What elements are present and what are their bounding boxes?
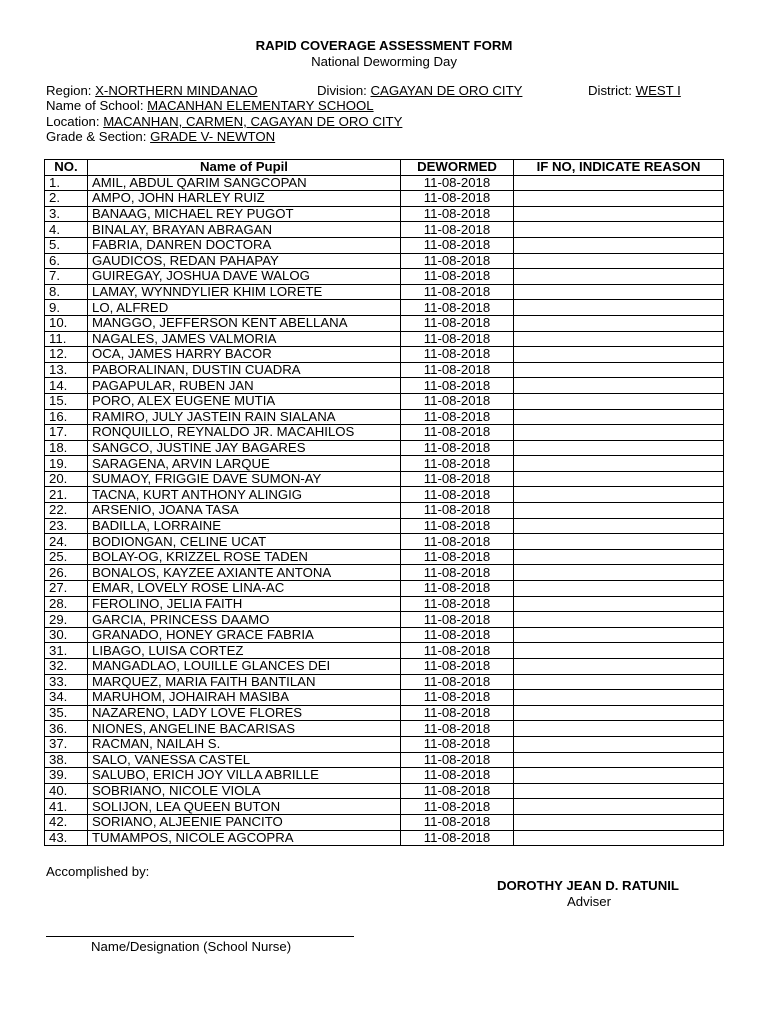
reason-cell bbox=[514, 518, 724, 534]
dewormed-date: 11-08-2018 bbox=[401, 269, 514, 285]
row-number: 37. bbox=[45, 736, 88, 752]
reason-cell bbox=[514, 347, 724, 363]
adviser-title: Adviser bbox=[567, 894, 611, 909]
reason-cell bbox=[514, 331, 724, 347]
table-row bbox=[45, 269, 724, 285]
reason-cell bbox=[514, 814, 724, 830]
pupil-name: BODIONGAN, CELINE UCAT bbox=[88, 534, 401, 550]
table-row bbox=[45, 409, 724, 425]
reason-cell bbox=[514, 612, 724, 628]
pupil-name: TACNA, KURT ANTHONY ALINGIG bbox=[88, 487, 401, 503]
reason-cell bbox=[514, 284, 724, 300]
region-value: X-NORTHERN MINDANAO bbox=[95, 83, 258, 98]
pupil-name: GAUDICOS, REDAN PAHAPAY bbox=[88, 253, 401, 269]
reason-cell bbox=[514, 783, 724, 799]
table-row bbox=[45, 799, 724, 815]
reason-cell bbox=[514, 253, 724, 269]
pupil-name: FEROLINO, JELIA FAITH bbox=[88, 596, 401, 612]
row-number: 16. bbox=[45, 409, 88, 425]
row-number: 21. bbox=[45, 487, 88, 503]
pupil-name: MANGGO, JEFFERSON KENT ABELLANA bbox=[88, 315, 401, 331]
reason-cell bbox=[514, 191, 724, 207]
reason-cell bbox=[514, 643, 724, 659]
table-row bbox=[45, 362, 724, 378]
reason-cell bbox=[514, 300, 724, 316]
dewormed-date: 11-08-2018 bbox=[401, 206, 514, 222]
pupil-name: MARUHOM, JOHAIRAH MASIBA bbox=[88, 690, 401, 706]
district-value: WEST I bbox=[635, 83, 681, 98]
row-number: 17. bbox=[45, 425, 88, 441]
table-body bbox=[45, 175, 724, 846]
dewormed-date: 11-08-2018 bbox=[401, 409, 514, 425]
pupil-name: NAZARENO, LADY LOVE FLORES bbox=[88, 705, 401, 721]
row-number: 35. bbox=[45, 705, 88, 721]
accomplished-by-label: Accomplished by: bbox=[46, 864, 150, 879]
pupil-name: GRANADO, HONEY GRACE FABRIA bbox=[88, 627, 401, 643]
row-number: 3. bbox=[45, 206, 88, 222]
row-number: 25. bbox=[45, 549, 88, 565]
table-row bbox=[45, 643, 724, 659]
row-number: 32. bbox=[45, 659, 88, 675]
header-reason: IF NO, INDICATE REASON bbox=[514, 160, 724, 176]
row-number: 41. bbox=[45, 799, 88, 815]
dewormed-date: 11-08-2018 bbox=[401, 799, 514, 815]
row-number: 34. bbox=[45, 690, 88, 706]
pupil-name: OCA, JAMES HARRY BACOR bbox=[88, 347, 401, 363]
dewormed-date: 11-08-2018 bbox=[401, 237, 514, 253]
reason-cell bbox=[514, 409, 724, 425]
pupil-name: BADILLA, LORRAINE bbox=[88, 518, 401, 534]
pupil-name: PORO, ALEX EUGENE MUTIA bbox=[88, 393, 401, 409]
table-row bbox=[45, 393, 724, 409]
row-number: 43. bbox=[45, 830, 88, 846]
dewormed-date: 11-08-2018 bbox=[401, 284, 514, 300]
row-number: 11. bbox=[45, 331, 88, 347]
dewormed-date: 11-08-2018 bbox=[401, 175, 514, 191]
school-value: MACANHAN ELEMENTARY SCHOOL bbox=[147, 98, 374, 113]
dewormed-date: 11-08-2018 bbox=[401, 690, 514, 706]
dewormed-date: 11-08-2018 bbox=[401, 503, 514, 519]
dewormed-date: 11-08-2018 bbox=[401, 736, 514, 752]
reason-cell bbox=[514, 768, 724, 784]
table-row bbox=[45, 456, 724, 472]
row-number: 39. bbox=[45, 768, 88, 784]
table-row bbox=[45, 347, 724, 363]
pupil-name: BOLAY-OG, KRIZZEL ROSE TADEN bbox=[88, 549, 401, 565]
dewormed-date: 11-08-2018 bbox=[401, 440, 514, 456]
header-no: NO. bbox=[45, 160, 88, 176]
pupil-name: BINALAY, BRAYAN ABRAGAN bbox=[88, 222, 401, 238]
row-number: 19. bbox=[45, 456, 88, 472]
reason-cell bbox=[514, 206, 724, 222]
reason-cell bbox=[514, 799, 724, 815]
dewormed-date: 11-08-2018 bbox=[401, 471, 514, 487]
pupil-name: BANAAG, MICHAEL REY PUGOT bbox=[88, 206, 401, 222]
school-field bbox=[46, 98, 374, 113]
table-row bbox=[45, 175, 724, 191]
dewormed-date: 11-08-2018 bbox=[401, 643, 514, 659]
row-number: 13. bbox=[45, 362, 88, 378]
pupil-name: LAMAY, WYNNDYLIER KHIM LORETE bbox=[88, 284, 401, 300]
reason-cell bbox=[514, 440, 724, 456]
dewormed-date: 11-08-2018 bbox=[401, 565, 514, 581]
pupil-name: BONALOS, KAYZEE AXIANTE ANTONA bbox=[88, 565, 401, 581]
reason-cell bbox=[514, 269, 724, 285]
location-field bbox=[46, 114, 402, 129]
grade-value: GRADE V- NEWTON bbox=[150, 129, 276, 144]
dewormed-date: 11-08-2018 bbox=[401, 768, 514, 784]
reason-cell bbox=[514, 487, 724, 503]
pupil-name: LIBAGO, LUISA CORTEZ bbox=[88, 643, 401, 659]
row-number: 30. bbox=[45, 627, 88, 643]
row-number: 20. bbox=[45, 471, 88, 487]
table-row bbox=[45, 705, 724, 721]
pupil-name: SARAGENA, ARVIN LARQUE bbox=[88, 456, 401, 472]
pupil-name: ARSENIO, JOANA TASA bbox=[88, 503, 401, 519]
reason-cell bbox=[514, 705, 724, 721]
row-number: 29. bbox=[45, 612, 88, 628]
pupil-name: MANGADLAO, LOUILLE GLANCES DEI bbox=[88, 659, 401, 675]
table-row bbox=[45, 659, 724, 675]
pupil-name: GUIREGAY, JOSHUA DAVE WALOG bbox=[88, 269, 401, 285]
table-row bbox=[45, 440, 724, 456]
row-number: 23. bbox=[45, 518, 88, 534]
reason-cell bbox=[514, 659, 724, 675]
pupil-name: RONQUILLO, REYNALDO JR. MACAHILOS bbox=[88, 425, 401, 441]
row-number: 4. bbox=[45, 222, 88, 238]
location-value: MACANHAN, CARMEN, CAGAYAN DE ORO CITY bbox=[103, 114, 403, 129]
dewormed-date: 11-08-2018 bbox=[401, 783, 514, 799]
table-row bbox=[45, 581, 724, 597]
table-row bbox=[45, 471, 724, 487]
form-title: RAPID COVERAGE ASSESSMENT FORM bbox=[255, 38, 513, 53]
dewormed-date: 11-08-2018 bbox=[401, 362, 514, 378]
district-field bbox=[588, 83, 681, 98]
reason-cell bbox=[514, 425, 724, 441]
dewormed-date: 11-08-2018 bbox=[401, 534, 514, 550]
dewormed-date: 11-08-2018 bbox=[401, 830, 514, 846]
dewormed-date: 11-08-2018 bbox=[401, 425, 514, 441]
row-number: 9. bbox=[45, 300, 88, 316]
reason-cell bbox=[514, 721, 724, 737]
pupil-name: SOBRIANO, NICOLE VIOLA bbox=[88, 783, 401, 799]
pupil-name: SOLIJON, LEA QUEEN BUTON bbox=[88, 799, 401, 815]
reason-cell bbox=[514, 627, 724, 643]
pupil-name: SALUBO, ERICH JOY VILLA ABRILLE bbox=[88, 768, 401, 784]
row-number: 15. bbox=[45, 393, 88, 409]
dewormed-date: 11-08-2018 bbox=[401, 596, 514, 612]
pupil-name: SANGCO, JUSTINE JAY BAGARES bbox=[88, 440, 401, 456]
pupil-name: AMIL, ABDUL QARIM SANGCOPAN bbox=[88, 175, 401, 191]
pupil-name: TUMAMPOS, NICOLE AGCOPRA bbox=[88, 830, 401, 846]
district-label: District: bbox=[588, 83, 636, 98]
table-row bbox=[45, 690, 724, 706]
dewormed-date: 11-08-2018 bbox=[401, 581, 514, 597]
header-dewormed: DEWORMED bbox=[401, 160, 514, 176]
table-row bbox=[45, 378, 724, 394]
row-number: 38. bbox=[45, 752, 88, 768]
pupil-name: SALO, VANESSA CASTEL bbox=[88, 752, 401, 768]
dewormed-date: 11-08-2018 bbox=[401, 674, 514, 690]
dewormed-date: 11-08-2018 bbox=[401, 549, 514, 565]
reason-cell bbox=[514, 674, 724, 690]
row-number: 26. bbox=[45, 565, 88, 581]
reason-cell bbox=[514, 830, 724, 846]
row-number: 6. bbox=[45, 253, 88, 269]
dewormed-date: 11-08-2018 bbox=[401, 487, 514, 503]
reason-cell bbox=[514, 393, 724, 409]
table-row bbox=[45, 206, 724, 222]
pupil-name: AMPO, JOHN HARLEY RUIZ bbox=[88, 191, 401, 207]
nurse-signature-caption: Name/Designation (School Nurse) bbox=[91, 939, 292, 954]
table-row bbox=[45, 284, 724, 300]
dewormed-date: 11-08-2018 bbox=[401, 627, 514, 643]
dewormed-date: 11-08-2018 bbox=[401, 253, 514, 269]
reason-cell bbox=[514, 736, 724, 752]
row-number: 22. bbox=[45, 503, 88, 519]
pupil-name: LO, ALFRED bbox=[88, 300, 401, 316]
table-row bbox=[45, 425, 724, 441]
header-name: Name of Pupil bbox=[88, 160, 401, 176]
dewormed-date: 11-08-2018 bbox=[401, 752, 514, 768]
reason-cell bbox=[514, 690, 724, 706]
row-number: 18. bbox=[45, 440, 88, 456]
reason-cell bbox=[514, 237, 724, 253]
row-number: 31. bbox=[45, 643, 88, 659]
table-row bbox=[45, 814, 724, 830]
row-number: 10. bbox=[45, 315, 88, 331]
division-label: Division: bbox=[317, 83, 371, 98]
table-row bbox=[45, 596, 724, 612]
division-field bbox=[317, 83, 522, 98]
row-number: 24. bbox=[45, 534, 88, 550]
row-number: 5. bbox=[45, 237, 88, 253]
reason-cell bbox=[514, 222, 724, 238]
dewormed-date: 11-08-2018 bbox=[401, 705, 514, 721]
row-number: 28. bbox=[45, 596, 88, 612]
table-row bbox=[45, 830, 724, 846]
row-number: 8. bbox=[45, 284, 88, 300]
dewormed-date: 11-08-2018 bbox=[401, 612, 514, 628]
pupil-table bbox=[44, 159, 724, 846]
reason-cell bbox=[514, 534, 724, 550]
table-row bbox=[45, 487, 724, 503]
region-field bbox=[46, 83, 258, 98]
row-number: 33. bbox=[45, 674, 88, 690]
row-number: 2. bbox=[45, 191, 88, 207]
row-number: 14. bbox=[45, 378, 88, 394]
dewormed-date: 11-08-2018 bbox=[401, 300, 514, 316]
pupil-name: NIONES, ANGELINE BACARISAS bbox=[88, 721, 401, 737]
table-row bbox=[45, 549, 724, 565]
table-row bbox=[45, 752, 724, 768]
table-row bbox=[45, 315, 724, 331]
table-header-row bbox=[45, 160, 724, 176]
pupil-name: GARCIA, PRINCESS DAAMO bbox=[88, 612, 401, 628]
reason-cell bbox=[514, 503, 724, 519]
row-number: 36. bbox=[45, 721, 88, 737]
table-row bbox=[45, 518, 724, 534]
dewormed-date: 11-08-2018 bbox=[401, 456, 514, 472]
row-number: 42. bbox=[45, 814, 88, 830]
dewormed-date: 11-08-2018 bbox=[401, 721, 514, 737]
division-value: CAGAYAN DE ORO CITY bbox=[370, 83, 523, 98]
reason-cell bbox=[514, 378, 724, 394]
adviser-name: DOROTHY JEAN D. RATUNIL bbox=[497, 878, 679, 893]
table-row bbox=[45, 721, 724, 737]
reason-cell bbox=[514, 362, 724, 378]
reason-cell bbox=[514, 175, 724, 191]
pupil-name: PABORALINAN, DUSTIN CUADRA bbox=[88, 362, 401, 378]
table-row bbox=[45, 331, 724, 347]
pupil-name: RACMAN, NAILAH S. bbox=[88, 736, 401, 752]
reason-cell bbox=[514, 456, 724, 472]
reason-cell bbox=[514, 752, 724, 768]
pupil-name: PAGAPULAR, RUBEN JAN bbox=[88, 378, 401, 394]
dewormed-date: 11-08-2018 bbox=[401, 315, 514, 331]
dewormed-date: 11-08-2018 bbox=[401, 347, 514, 363]
row-number: 40. bbox=[45, 783, 88, 799]
dewormed-date: 11-08-2018 bbox=[401, 659, 514, 675]
table-row bbox=[45, 768, 724, 784]
grade-section-field bbox=[46, 129, 275, 144]
reason-cell bbox=[514, 581, 724, 597]
signature-line bbox=[46, 936, 354, 937]
grade-label: Grade & Section: bbox=[46, 129, 151, 144]
region-label: Region: bbox=[46, 83, 96, 98]
reason-cell bbox=[514, 471, 724, 487]
table-row bbox=[45, 612, 724, 628]
table-row bbox=[45, 191, 724, 207]
pupil-name: RAMIRO, JULY JASTEIN RAIN SIALANA bbox=[88, 409, 401, 425]
table-row bbox=[45, 503, 724, 519]
dewormed-date: 11-08-2018 bbox=[401, 518, 514, 534]
pupil-name: MARQUEZ, MARIA FAITH BANTILAN bbox=[88, 674, 401, 690]
reason-cell bbox=[514, 596, 724, 612]
pupil-name: EMAR, LOVELY ROSE LINA-AC bbox=[88, 581, 401, 597]
dewormed-date: 11-08-2018 bbox=[401, 814, 514, 830]
location-label: Location: bbox=[46, 114, 104, 129]
table-row bbox=[45, 300, 724, 316]
row-number: 7. bbox=[45, 269, 88, 285]
reason-cell bbox=[514, 549, 724, 565]
school-label: Name of School: bbox=[46, 98, 148, 113]
pupil-name: SORIANO, ALJEENIE PANCITO bbox=[88, 814, 401, 830]
row-number: 27. bbox=[45, 581, 88, 597]
dewormed-date: 11-08-2018 bbox=[401, 191, 514, 207]
table-row bbox=[45, 253, 724, 269]
dewormed-date: 11-08-2018 bbox=[401, 222, 514, 238]
table-row bbox=[45, 534, 724, 550]
pupil-name: FABRIA, DANREN DOCTORA bbox=[88, 237, 401, 253]
dewormed-date: 11-08-2018 bbox=[401, 331, 514, 347]
reason-cell bbox=[514, 315, 724, 331]
table-row bbox=[45, 783, 724, 799]
table-row bbox=[45, 736, 724, 752]
dewormed-date: 11-08-2018 bbox=[401, 378, 514, 394]
form-subtitle: National Deworming Day bbox=[311, 54, 457, 69]
table-row bbox=[45, 627, 724, 643]
table-row bbox=[45, 222, 724, 238]
table-row bbox=[45, 565, 724, 581]
pupil-name: SUMAOY, FRIGGIE DAVE SUMON-AY bbox=[88, 471, 401, 487]
row-number: 1. bbox=[45, 175, 88, 191]
reason-cell bbox=[514, 565, 724, 581]
pupil-name: NAGALES, JAMES VALMORIA bbox=[88, 331, 401, 347]
dewormed-date: 11-08-2018 bbox=[401, 393, 514, 409]
table-row bbox=[45, 674, 724, 690]
table-row bbox=[45, 237, 724, 253]
row-number: 12. bbox=[45, 347, 88, 363]
